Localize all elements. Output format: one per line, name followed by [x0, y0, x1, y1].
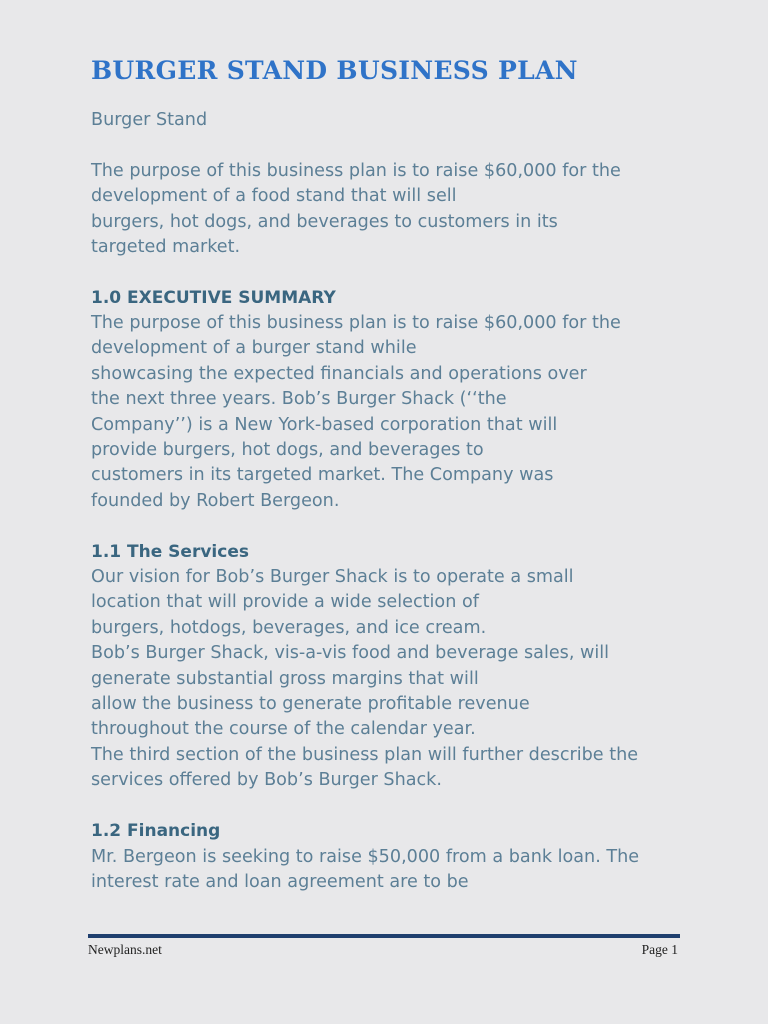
footer-site-name: Newplans.net: [88, 942, 162, 957]
intro-paragraph: [91, 159, 691, 261]
executive-summary-paragraph: [91, 311, 691, 514]
paragraph-line: The third section of the business plan will further describe the: [91, 744, 639, 765]
paragraph-line: development of a food stand that will sell: [91, 186, 457, 207]
paragraph-line: Our vision for Bob’s Burger Shack is to operate a small: [91, 567, 574, 587]
paragraph-line: The purpose of this business plan is to raise $60,000 for the: [91, 313, 621, 333]
paragraph-line: showcasing the expected financials and operations over: [91, 363, 587, 384]
section-heading-services: 1.1 The Services: [91, 542, 249, 562]
paragraph-line: The purpose of this business plan is to raise $60,000 for the: [91, 161, 621, 181]
paragraph-line: location that will provide a wide selection of: [91, 592, 479, 613]
services-paragraph: [91, 565, 691, 794]
section-heading-executive-summary: 1.0 EXECUTIVE SUMMARY: [91, 288, 336, 308]
subtitle-text: Burger Stand: [91, 110, 208, 130]
footer-divider: [88, 934, 680, 938]
footer-page-number: Page 1: [641, 942, 678, 957]
paragraph-line: burgers, hotdogs, beverages, and ice cream.: [91, 617, 487, 638]
paragraph-line: Bob’s Burger Shack, vis-a-vis food and beverage sales, will: [91, 643, 610, 664]
paragraph-line: throughout the course of the calendar year.: [91, 719, 476, 740]
document-title: BURGER STAND BUSINESS PLAN: [91, 56, 578, 85]
section-heading-financing: 1.2 Financing: [91, 821, 221, 841]
paragraph-line: Mr. Bergeon is seeking to raise $50,000 from a bank loan. The: [91, 847, 640, 867]
paragraph-line: targeted market.: [91, 237, 241, 258]
paragraph-line: development of a burger stand while: [91, 338, 417, 359]
paragraph-line: burgers, hot dogs, and beverages to customers in its: [91, 211, 558, 232]
paragraph-line: provide burgers, hot dogs, and beverages to: [91, 440, 484, 461]
paragraph-line: the next three years. Bob’s Burger Shack (‘‘the: [91, 389, 507, 410]
paragraph-line: founded by Robert Bergeon.: [91, 490, 340, 511]
paragraph-line: generate substantial gross margins that will: [91, 668, 479, 689]
paragraph-line: interest rate and loan agreement are to be: [91, 872, 469, 893]
document-subtitle: [91, 108, 691, 133]
paragraph-line: allow the business to generate profitable revenue: [91, 694, 530, 715]
paragraph-line: customers in its targeted market. The Company was: [91, 465, 554, 486]
paragraph-line: services offered by Bob’s Burger Shack.: [91, 770, 442, 791]
paragraph-line: Company’’) is a New York-based corporation that will: [91, 414, 558, 435]
financing-paragraph: [91, 845, 691, 896]
